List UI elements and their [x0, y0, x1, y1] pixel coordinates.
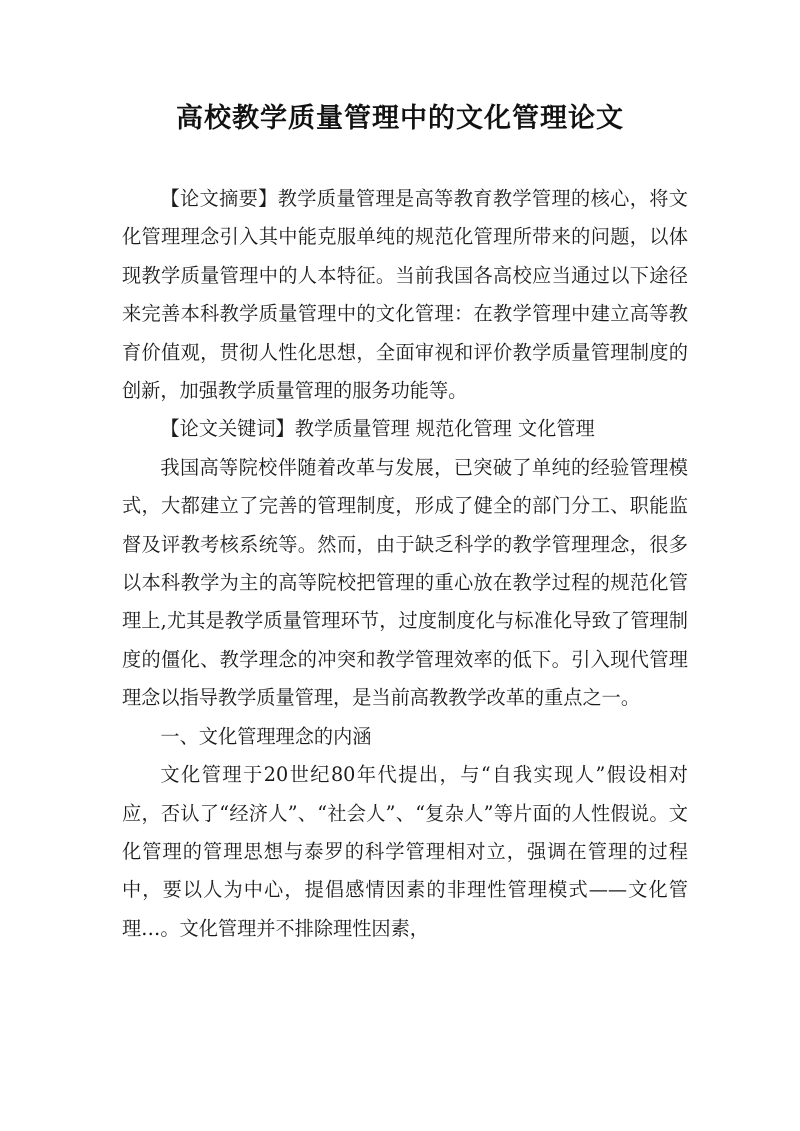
- section-heading: 一、文化管理理念的内涵: [160, 724, 372, 748]
- document-body: [122, 180, 688, 948]
- section-paragraph: 文化管理于20世纪80年代提出，与“自我实现人”假设相对应，否认了“经济人”、“社会人”、“复杂人”等片面的人性假说。文化管理的管理思想与泰罗的科学管理相对立，强调在管理的过程中，要以人为中心，提倡感情因素的非理性管理模式——文化管理…。文化管理并不排除理性因素，: [122, 763, 688, 940]
- intro-paragraph: 我国高等院校伴随着改革与发展，已突破了单纯的经验管理模式，大都建立了完善的管理制度，形成了健全的部门分工、职能监督及评教考核系统等。然而，由于缺乏科学的教学管理理念，很多以本科教学为主的高等院校把管理的重心放在教学过程的规范化管理上,尤其是教学质量管理环节，过度制度化与标准化导致了管理制度的僵化、教学理念的冲突和教学管理效率的低下。引入现代管理理念以指导教学质量管理，是当前高教教学改革的重点之一。: [122, 455, 688, 710]
- keywords-paragraph: 【论文关键词】教学质量管理 规范化管理 文化管理: [160, 417, 595, 441]
- abstract-paragraph: 【论文摘要】教学质量管理是高等教育教学管理的核心，将文化管理理念引入其中能克服单纯的规范化管理所带来的问题，以体现教学质量管理中的人本特征。当前我国各高校应当通过以下途径来完善本科教学质量管理中的文化管理：在教学管理中建立高等教育价值观，贯彻人性化思想，全面审视和评价教学质量管理制度的创新，加强教学质量管理的服务功能等。: [122, 187, 688, 403]
- document-title: 高校教学质量管理中的文化管理论文: [176, 103, 624, 134]
